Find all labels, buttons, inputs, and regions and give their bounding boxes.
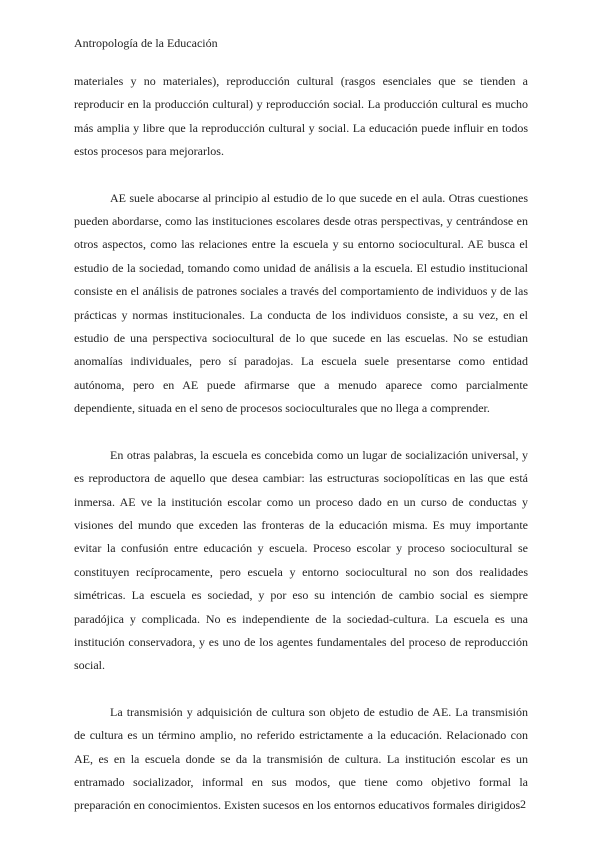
paragraph-ae-aula: AE suele abocarse al principio al estudio de lo que sucede en el aula. Otras cuestiones pueden abordarse, como las instituciones escolares desde otras perspectivas, y centrándose en otros aspectos, como las relaciones entre la escuela y su entorno sociocultural. AE busca el estudio de la sociedad, tomando como unidad de análisis a la escuela. El estudio institucional consiste en el análisis de patrones sociales a través del comportamiento de individuos y de las prácticas y normas institucionales. La conducta de los individuos consiste, a su vez, en el estudio de una perspectiva sociocultural de lo que sucede en las escuelas. No se estudian anomalías individuales, pero sí paradojas. La escuela suele presentarse como entidad autónoma, pero en AE puede afirmarse que a menudo aparece como parcialmente dependiente, situada en el seno de procesos socioculturales que no llega a comprender.	[74, 190, 528, 416]
paragraph-escuela-socializacion: En otras palabras, la escuela es concebida como un lugar de socialización universal, y es reproductora de aquello que desea cambiar: las estructuras sociopolíticas en las que está inmersa. AE ve la institución escolar como un proceso dado en un curso de conductas y visiones del mundo que exceden las fronteras de la educación misma. Es muy importante evitar la confusión entre educación y escuela. Proceso escolar y proceso sociocultural se constituyen recíprocamente, pero escuela y entorno sociocultural no son dos realidades simétricas. La escuela es sociedad, y por eso su intención de cambio social es siempre paradójica y complicada. No es independiente de la sociedad-cultura. La escuela es una institución conservadora, y es uno de los agentes fundamentales del proceso de reproducción social.	[74, 447, 528, 673]
page-number: 2	[520, 797, 526, 811]
paragraph-continuation: materiales y no materiales), reproducción cultural (rasgos esenciales que se tienden a reproducir en la producción cultural) y reproducción social. La producción cultural es mucho más amplia y libre que la reproducción cultural y social. La educación puede influir en todos estos procesos para mejorarlos.	[74, 74, 528, 159]
running-header: Antropología de la Educación	[74, 36, 218, 50]
body-text	[74, 70, 528, 818]
paragraph-transmision-cultura: La transmisión y adquisición de cultura son objeto de estudio de AE. La transmisión de cultura es un término amplio, no referido estrictamente a la educación. Relacionado con AE, es en la escuela donde se da la transmisión de cultura. La institución escolar es un entramado socializador, informal en sus modos, que tiene como objetivo formal la preparación en conocimientos. Existen sucesos en los entornos educativos formales dirigidos	[74, 704, 528, 813]
